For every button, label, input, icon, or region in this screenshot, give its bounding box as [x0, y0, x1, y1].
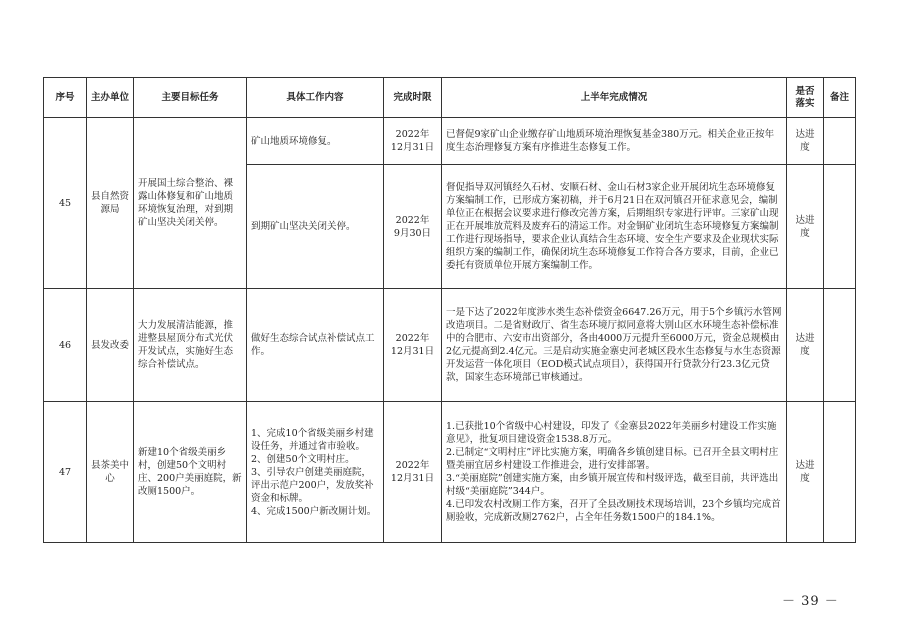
header-remark: 备注 [824, 78, 856, 118]
row-deadline [384, 289, 442, 402]
deadline-year: 2022年 [395, 129, 430, 140]
row-status: 达进度 [787, 165, 824, 289]
row-progress: 一是下达了2022年度涉水类生态补偿资金6647.26万元，用于5个乡镇污水管网改造项目。二是省财政厅、省生态环境厅拟同意将大别山区水环境生态补偿标准中的合肥市、六安市出资部分，各由4000万元提升至6000万元，资金总规模由2亿元提高到2.4亿元。三是启动实施金寨史河老城区段水生态修复与水生态资源开发运营一体化项目（EOD模式试点项目），获得国开行贷款分行23.3亿元贷款，国家生态环境部已审核通过。 [442, 289, 787, 402]
page-number: － 39 － [782, 594, 839, 609]
header-num: 序号 [44, 78, 87, 118]
row-status: 达进度 [787, 118, 824, 165]
deadline-date: 9月30日 [393, 227, 432, 239]
row-target: 新建10个省级美丽乡村，创建50个文明村庄、200户美丽庭院，新改厕1500户。 [134, 402, 247, 543]
row-deadline [384, 118, 442, 165]
progress-item: 4.已印发农村改厕工作方案，召开了全县改厕技术现场培训，23个乡镇均完成首厕验收，完成新改厕2762户，占全年任务数1500户的184.1%。 [446, 499, 781, 523]
row-progress [442, 402, 787, 543]
content-item: 3、引导农户创建美丽庭院，评出示范户200户，发放奖补资金和标牌。 [251, 466, 374, 504]
row-content: 到期矿山坚决关闭关停。 [247, 165, 384, 289]
row-num: 47 [44, 402, 87, 543]
row-target: 大力发展清洁能源，推进整县屋顶分布式光伏开发试点，实施好生态综合补偿试点。 [134, 289, 247, 402]
row-target: 开展国土综合整治、裸露山体修复和矿山地质环境恢复治理，对到期矿山坚决关闭关停。 [134, 118, 247, 289]
row-content: 做好生态综合试点补偿试点工作。 [247, 289, 384, 402]
row-deadline [384, 402, 442, 543]
header-row [44, 78, 856, 118]
table-row [44, 402, 856, 543]
row-status: 达进度 [787, 402, 824, 543]
content-item: 2、创建50个文明村庄。 [251, 453, 355, 465]
row-progress: 已督促9家矿山企业缴存矿山地质环境治理恢复基金380万元。相关企业正按年度生态治理修复方案有序推进生态修复工作。 [442, 118, 787, 165]
row-status: 达进度 [787, 289, 824, 402]
row-num: 46 [44, 289, 87, 402]
row-unit: 县自然资源局 [87, 118, 134, 289]
row-remark [824, 118, 856, 165]
deadline-year: 2022年 [395, 214, 430, 226]
deadline-date: 12月31日 [390, 473, 435, 484]
row-unit: 县发改委 [87, 289, 134, 402]
table-row [44, 118, 856, 165]
table-row [44, 289, 856, 402]
row-num: 45 [44, 118, 87, 289]
content-item: 1、完成10个省级美丽乡村建设任务，并通过省市验收。 [251, 427, 374, 452]
deadline-year: 2022年 [395, 333, 430, 344]
content-item: 4、完成1500户新改厕计划。 [251, 505, 377, 517]
header-unit: 主办单位 [87, 78, 134, 118]
header-status: 是否落实 [787, 78, 824, 118]
deadline-date: 12月31日 [390, 346, 435, 357]
deadline-date: 12月31日 [390, 142, 435, 153]
header-content: 具体工作内容 [247, 78, 384, 118]
row-remark [824, 289, 856, 402]
row-unit: 县茶美中心 [87, 402, 134, 543]
row-deadline [384, 165, 442, 289]
row-content: 矿山地质环境修复。 [247, 118, 384, 165]
header-deadline: 完成时限 [384, 78, 442, 118]
progress-item: 2.已制定“文明村庄”评比实施方案，明确各乡镇创建目标。已召开全县文明村庄暨美丽宜居乡村建设工作推进会，进行安排部署。 [446, 447, 779, 471]
work-progress-table [43, 77, 856, 543]
row-remark [824, 165, 856, 289]
row-content [247, 402, 384, 543]
header-target: 主要目标任务 [134, 78, 247, 118]
row-progress: 督促指导双河镇经久石材、安顺石材、金山石材3家企业开展闭坑生态环境修复方案编制工作，已形成方案初稿，并于6月21日在双河镇召开征求意见会，编制单位正在根据会议要求进行修改完善方案，后期组织专家进行评审。三家矿山现正在开展堆放荒料及废弃石的清运工作。对金铜矿业闭坑生态环境修复方案编制工作进行现场指导，要求企业认真结合生态环境、安全生产要求及企业现状实际组织方案的编制工作，确保闭坑生态环境修复工作符合各方要求，目前，企业已委托有资质单位开展方案编制工作。 [442, 165, 787, 289]
progress-item: 1.已获批10个省级中心村建设，印发了《金寨县2022年美丽乡村建设工作实施意见》，批复项目建设资金1538.8万元。 [446, 421, 777, 445]
progress-item: 3.“美丽庭院”创建实施方案，由乡镇开展宣传和村级评选，截至目前，共评选出村级“美丽庭院”344户。 [446, 473, 779, 497]
deadline-year: 2022年 [395, 460, 430, 471]
header-progress: 上半年完成情况 [442, 78, 787, 118]
row-remark [824, 402, 856, 543]
